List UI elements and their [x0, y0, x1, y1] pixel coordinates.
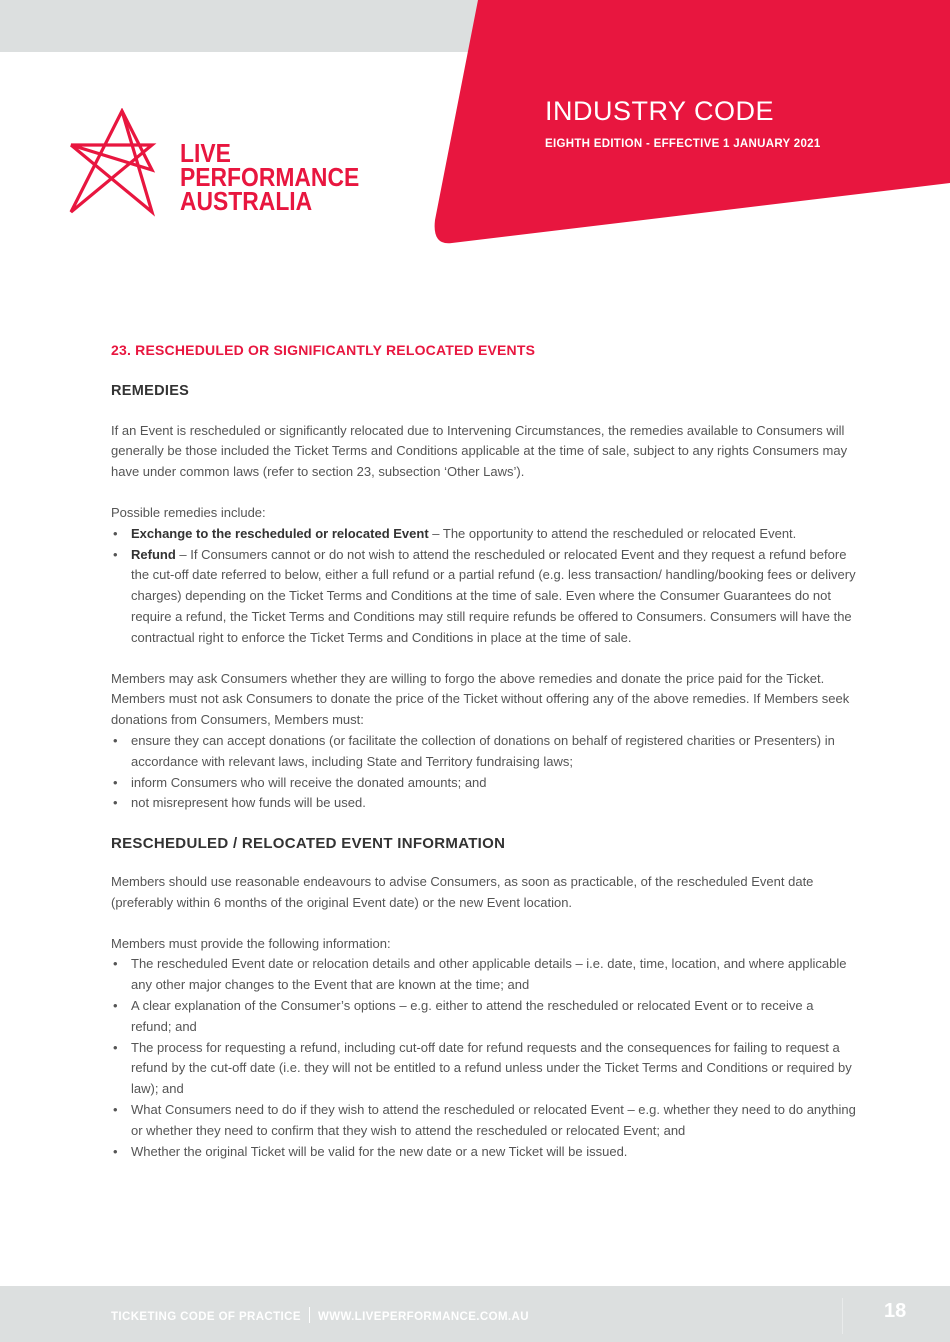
required-information-list [111, 954, 856, 1162]
bullet-icon: • [113, 997, 118, 1013]
main-content [111, 340, 856, 1182]
brand-wordmark [180, 138, 360, 216]
bullet-icon: • [113, 1143, 118, 1159]
footer-divider [842, 1298, 843, 1334]
donations-intro: Members may ask Consumers whether they are willing to forgo the above remedies and donate the price paid for the Ticket. Members must not ask Consumers to donate the price of the Ticket without offering any of the above remedies. If Members seek donations from Consumers, Members must: [111, 670, 850, 728]
remedy-term: Refund [131, 546, 176, 562]
donation-rule-text: ensure they can accept donations (or facilitate the collection of donations on behalf of registered charities or Presenters) in accordance with relevant laws, including State and Territory fundraising laws; [131, 732, 835, 769]
bullet-icon: • [113, 956, 118, 972]
bullet-icon: • [113, 795, 118, 811]
bullet-icon: • [113, 546, 118, 562]
list-item [111, 793, 856, 814]
donation-rule-text: not misrepresent how funds will be used. [131, 795, 366, 811]
remedy-text: – If Consumers cannot or do not wish to attend the rescheduled or relocated Event and they request a refund before the cut-off date referred to below, either a full refund or a partial refund (e.g. less transaction/ handling/booking fees or delivery charges) depending on the Ticket Terms and Conditions at the time of sale. Even where the Consumer Guarantees do not require a refund, the Ticket Terms and Conditions may still require refunds be offered to Consumers. Consumers will have the contractual right to enforce the Ticket Terms and Conditions in place at the time of sale. [131, 546, 856, 645]
page-number: 18 [884, 1300, 907, 1322]
list-item [111, 1142, 856, 1163]
list-item [111, 1038, 856, 1100]
donation-rules-list [111, 731, 856, 814]
remedies-intro: If an Event is rescheduled or significantly relocated due to Intervening Circumstances, the remedies available to Consumers will generally be those included the Ticket Terms and Conditions applicable at the time of sale, subject to any rights Consumers may have under common laws (refer to section 23, subsection ‘Other Laws’). [111, 422, 848, 480]
footer-document-name: TICKETING CODE OF PRACTICE [111, 1311, 301, 1323]
list-item [111, 545, 856, 649]
document-title: INDUSTRY CODE [545, 96, 775, 126]
remedy-text: – The opportunity to attend the rescheduled or relocated Event. [428, 525, 797, 541]
possible-remedies-label: Possible remedies include: [111, 504, 266, 520]
list-item [111, 524, 856, 545]
footer-website-link[interactable]: WWW.LIVEPERFORMANCE.COM.AU [317, 1311, 529, 1323]
event-information-intro: Members should use reasonable endeavours to advise Consumers, as soon as practicable, of the rescheduled Event date (preferably within 6 months of the original Event date) or the new Event location. [111, 873, 814, 910]
document-edition: EIGHTH EDITION - EFFECTIVE 1 JANUARY 2021 [545, 138, 821, 150]
info-item-text: The rescheduled Event date or relocation details and other applicable details – i.e. date, time, location, and where applicable any other major changes to the Event that are known at the time; and [131, 956, 847, 993]
bullet-icon: • [113, 774, 118, 790]
footer-separator [309, 1307, 310, 1323]
info-item-text: Whether the original Ticket will be valid for the new date or a new Ticket will be issued. [131, 1143, 628, 1159]
info-item-text: What Consumers need to do if they wish to attend the rescheduled or relocated Event – e.g. whether they need to do anything or whether they need to confirm that they wish to attend the rescheduled or relocated Event; and [131, 1101, 856, 1138]
info-item-text: A clear explanation of the Consumer’s options – e.g. either to attend the rescheduled or relocated Event or to receive a refund; and [131, 997, 814, 1034]
bullet-icon: • [113, 525, 118, 541]
remedies-heading: REMEDIES [111, 382, 190, 399]
bullet-icon: • [113, 1101, 118, 1117]
remedies-list [111, 524, 856, 649]
brand-line-live: LIVE [180, 138, 231, 168]
brand-line-performance: PERFORMANCE [180, 162, 360, 192]
footer-text [111, 1307, 529, 1323]
list-item [111, 773, 856, 794]
required-information-label: Members must provide the following information: [111, 935, 391, 951]
donation-rule-text: inform Consumers who will receive the donated amounts; and [131, 774, 487, 790]
event-information-heading: RESCHEDULED / RELOCATED EVENT INFORMATION [111, 835, 506, 853]
list-item [111, 954, 856, 996]
remedy-term: Exchange to the rescheduled or relocated Event [131, 525, 429, 541]
info-item-text: The process for requesting a refund, including cut-off date for refund requests and the consequences for failing to request a refund by the cut-off date (i.e. they will not be entitled to a refund unless under the Ticket Terms and Conditions or required by law); and [131, 1039, 852, 1097]
list-item [111, 1100, 856, 1142]
bullet-icon: • [113, 1039, 118, 1055]
brand-line-australia: AUSTRALIA [180, 186, 313, 216]
list-item [111, 731, 856, 773]
bullet-icon: • [113, 732, 118, 748]
section-title: 23. RESCHEDULED OR SIGNIFICANTLY RELOCATED EVENTS [111, 342, 536, 358]
list-item [111, 996, 856, 1038]
